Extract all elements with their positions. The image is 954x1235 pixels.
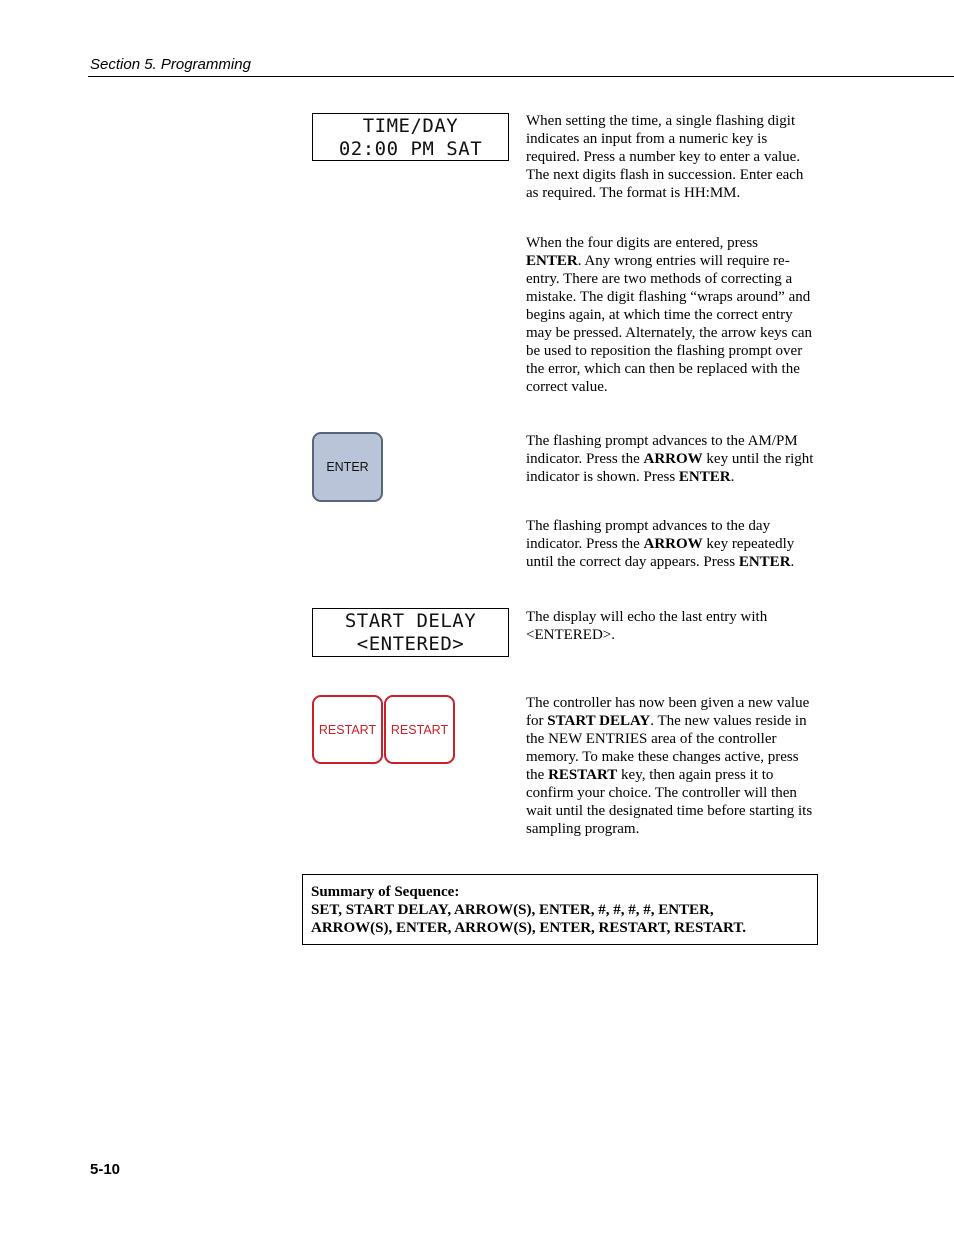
paragraph-echo: The display will echo the last entry with <ENTERED>. xyxy=(526,609,768,643)
start-delay-display xyxy=(312,608,509,657)
text: The flashing prompt advances to the day indicator. Press the xyxy=(526,518,771,552)
text: key, then again press it to confirm your choice. The controller will then wait until the designated time before starting its sampling program. xyxy=(526,767,813,837)
keyword-enter: ENTER xyxy=(678,469,731,485)
paragraph-time-setting: When setting the time, a single flashing digit indicates an input from a numeric key is required. Press a number key to enter a value. The next digits flash in succession. Enter each as required. The format is HH:MM. xyxy=(526,113,804,201)
text: . The new values reside in the NEW ENTRIES area of the controller memory. To make these changes active, press the xyxy=(526,713,807,783)
time-day-display xyxy=(312,113,509,161)
text: . xyxy=(790,554,795,570)
text: The controller has now been given a new value for xyxy=(526,695,810,729)
text: The flashing prompt advances to the AM/PM indicator. Press the xyxy=(526,433,798,467)
keyword-arrow: ARROW xyxy=(643,451,703,467)
restart-key: RESTART xyxy=(384,695,455,764)
display-line-1: START DELAY xyxy=(344,610,477,632)
summary-line: ARROW(S), ENTER, ARROW(S), ENTER, RESTART, RESTART. xyxy=(311,920,746,936)
text: key repeatedly until the correct day appears. Press xyxy=(526,536,795,570)
text: . xyxy=(730,469,735,485)
enter-key: ENTER xyxy=(312,432,383,502)
display-line-2: 02:00 PM SAT xyxy=(338,138,483,160)
text: . Any wrong entries will require re-entry. There are two methods of correcting a mistake. The digit flashing “wraps around” and begins again, at which time the correct entry may be pressed. Alternately, the arrow keys can be used to reposition the flashing prompt over the error, which can then be replaced with the correct value. xyxy=(526,253,813,395)
header-divider xyxy=(88,76,954,77)
paragraph-restart xyxy=(526,694,816,838)
keyword-enter: ENTER xyxy=(738,554,791,570)
keyword-enter: ENTER xyxy=(526,253,578,269)
paragraph-am-pm xyxy=(526,432,816,486)
keyword-restart: RESTART xyxy=(548,767,618,783)
keyword-start-delay: START DELAY xyxy=(547,713,651,729)
paragraph-enter-correction xyxy=(526,234,816,396)
summary-title: Summary of Sequence: xyxy=(311,884,460,900)
paragraph-day xyxy=(526,517,816,571)
display-line-1: TIME/DAY xyxy=(362,115,459,137)
summary-line: SET, START DELAY, ARROW(S), ENTER, #, #, #, #, ENTER, xyxy=(311,902,714,918)
summary-box xyxy=(302,874,818,945)
display-line-2: <ENTERED> xyxy=(356,633,465,655)
keyword-arrow: ARROW xyxy=(643,536,703,552)
restart-key: RESTART xyxy=(312,695,383,764)
text: key until the right indicator is shown. Press xyxy=(526,451,814,485)
section-header: Section 5. Programming xyxy=(90,56,251,73)
page-number: 5-10 xyxy=(90,1161,121,1178)
text: When the four digits are entered, press xyxy=(526,235,758,251)
